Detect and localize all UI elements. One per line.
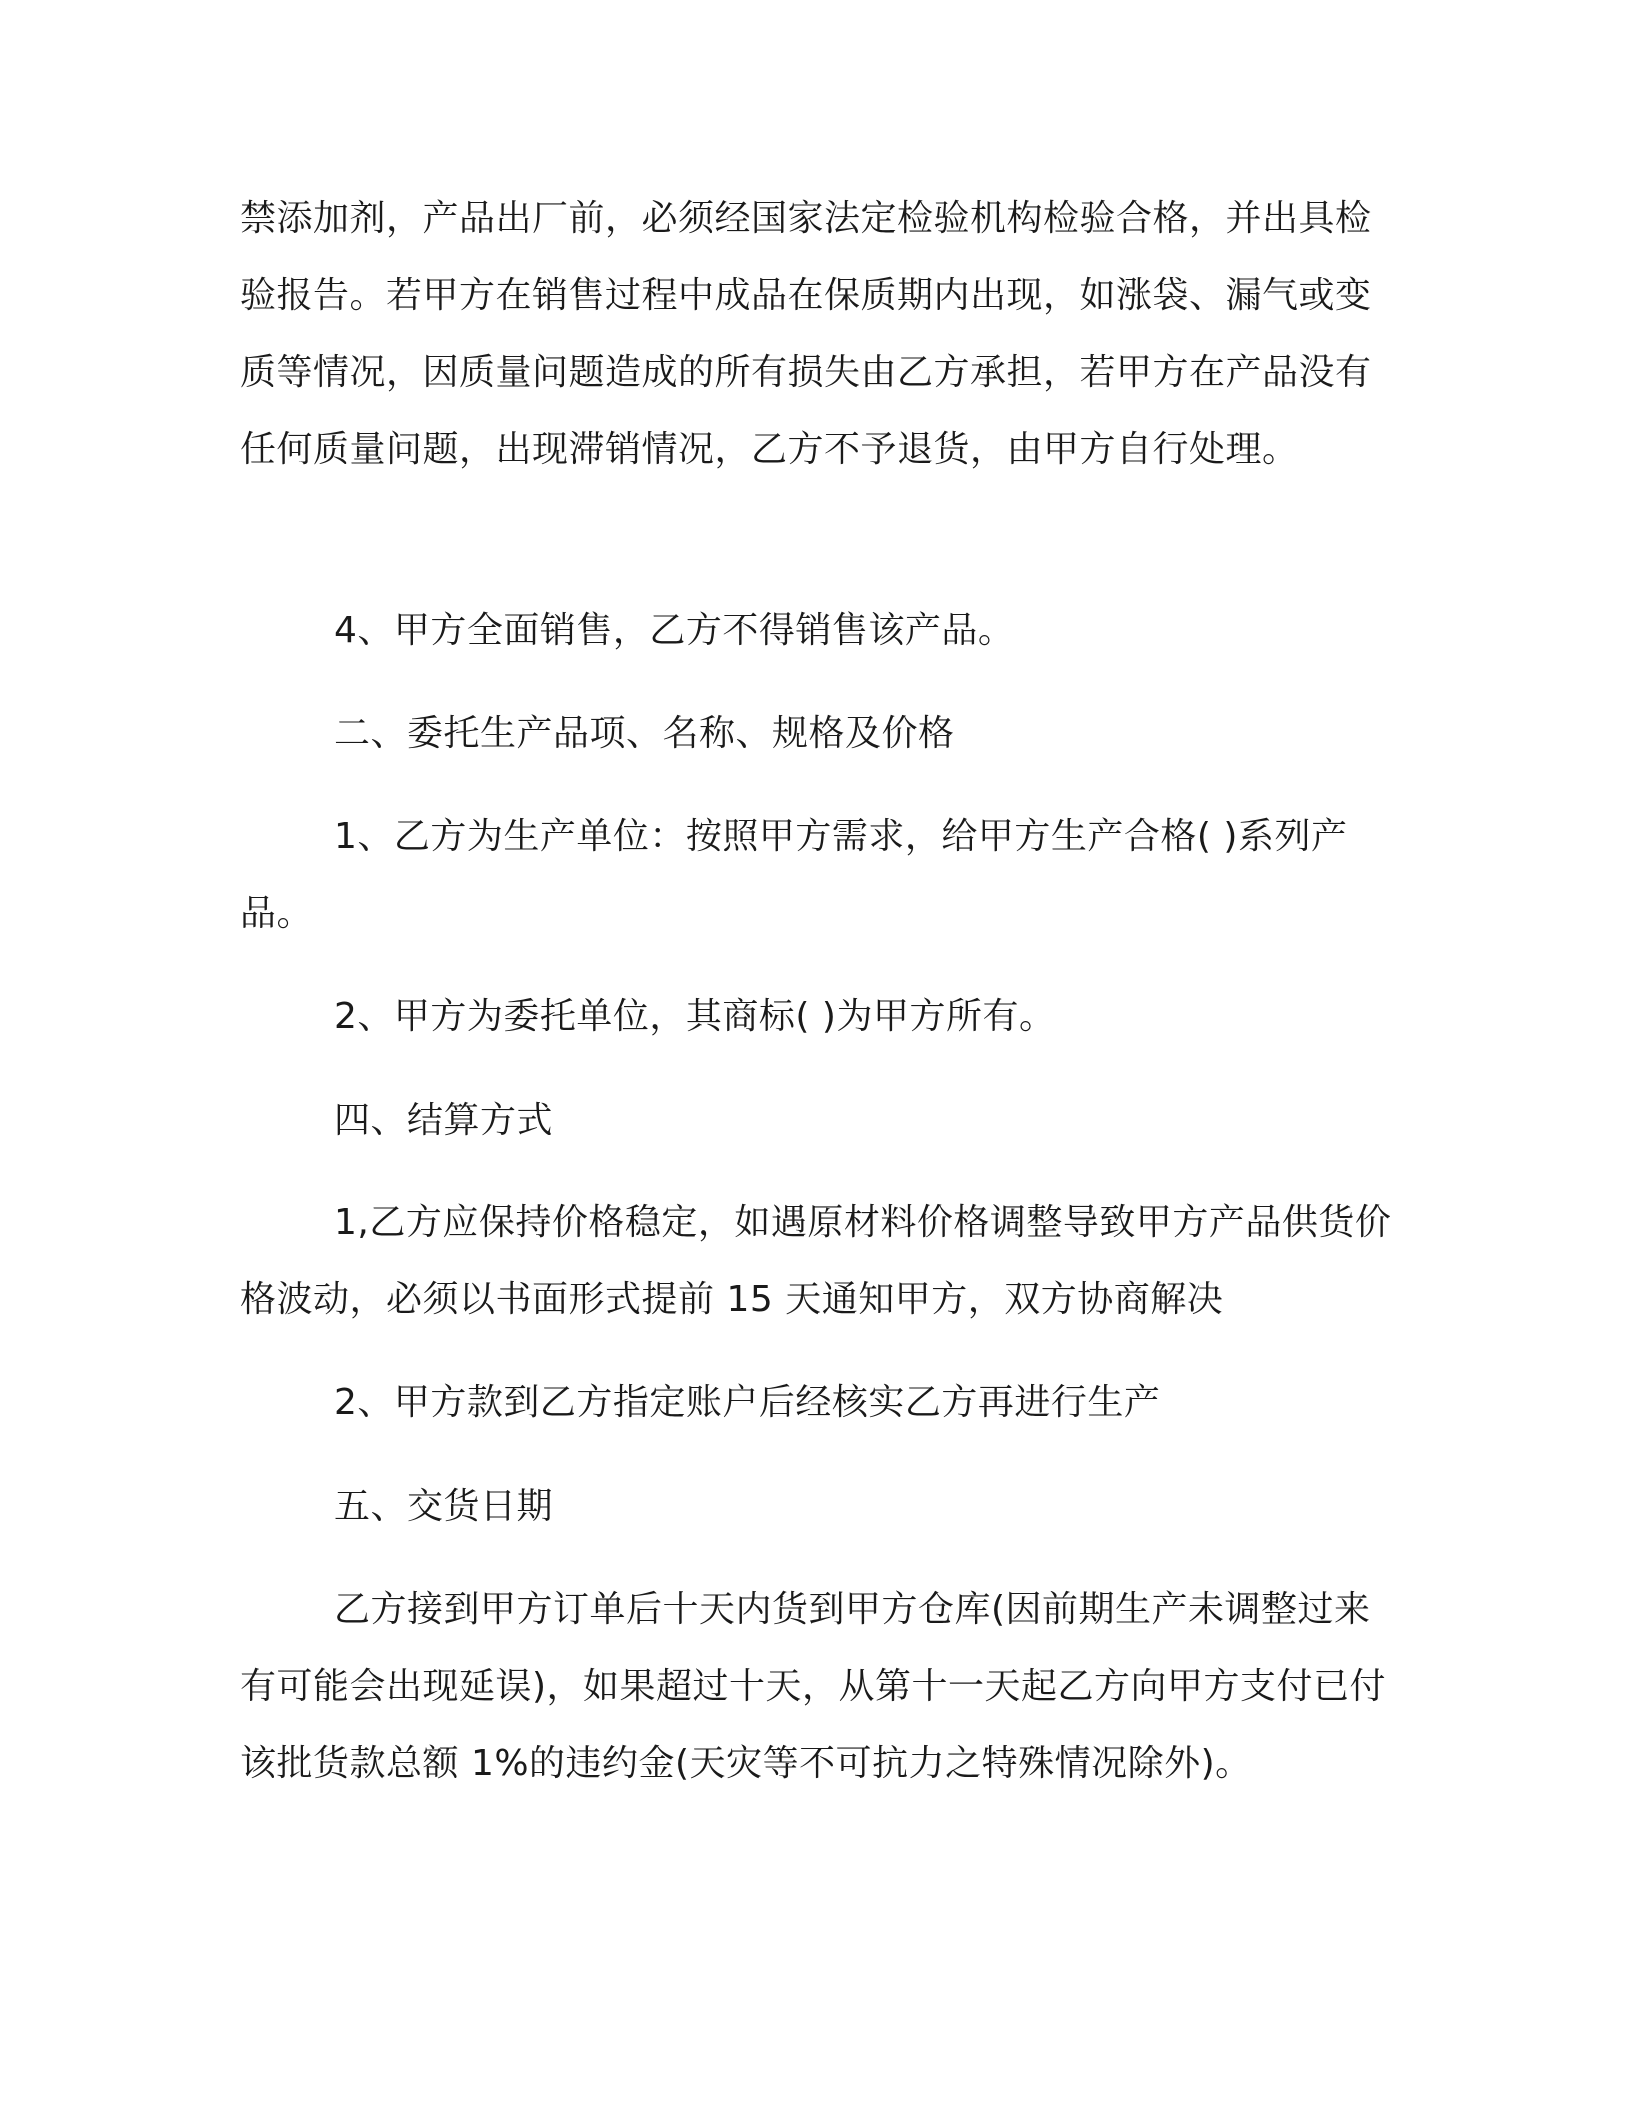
paragraph-delivery-terms: 乙方接到甲方订单后十天内货到甲方仓库(因前期生产未调整过来有可能会出现延误)，如果超过十天，从第十一天起乙方向甲方支付已付该批货款总额 1%的违约金(天灾等不可抗力之特殊情况除外)。 — [240, 1589, 1387, 1784]
paragraph-trademark: 2、甲方为委托单位，其商标( )为甲方所有。 — [334, 996, 1056, 1037]
section-heading-products: 二、委托生产品项、名称、规格及价格 — [334, 713, 955, 754]
section-heading-delivery: 五、交货日期 — [334, 1486, 554, 1527]
paragraph-production-unit: 1、乙方为生产单位：按照甲方需求，给甲方生产合格( )系列产品。 — [240, 816, 1348, 934]
paragraph-quality-clause: 禁添加剂，产品出厂前，必须经国家法定检验机构检验合格，并出具检验报告。若甲方在销售过程中成品在保质期内出现，如涨袋、漏气或变质等情况，因质量问题造成的所有损失由乙方承担，若甲方在产品没有任何质量问题，出现滞销情况，乙方不予退货，由甲方自行处理。 — [240, 198, 1372, 470]
section-heading-settlement: 四、结算方式 — [334, 1100, 554, 1141]
paragraph-sales-clause: 4、甲方全面销售，乙方不得销售该产品。 — [334, 610, 1015, 651]
paragraph-price-stability: 1,乙方应保持价格稳定，如遇原材料价格调整导致甲方产品供货价格波动，必须以书面形式提前 15 天通知甲方，双方协商解决 — [240, 1202, 1392, 1320]
paragraph-payment: 2、甲方款到乙方指定账户后经核实乙方再进行生产 — [334, 1382, 1161, 1423]
